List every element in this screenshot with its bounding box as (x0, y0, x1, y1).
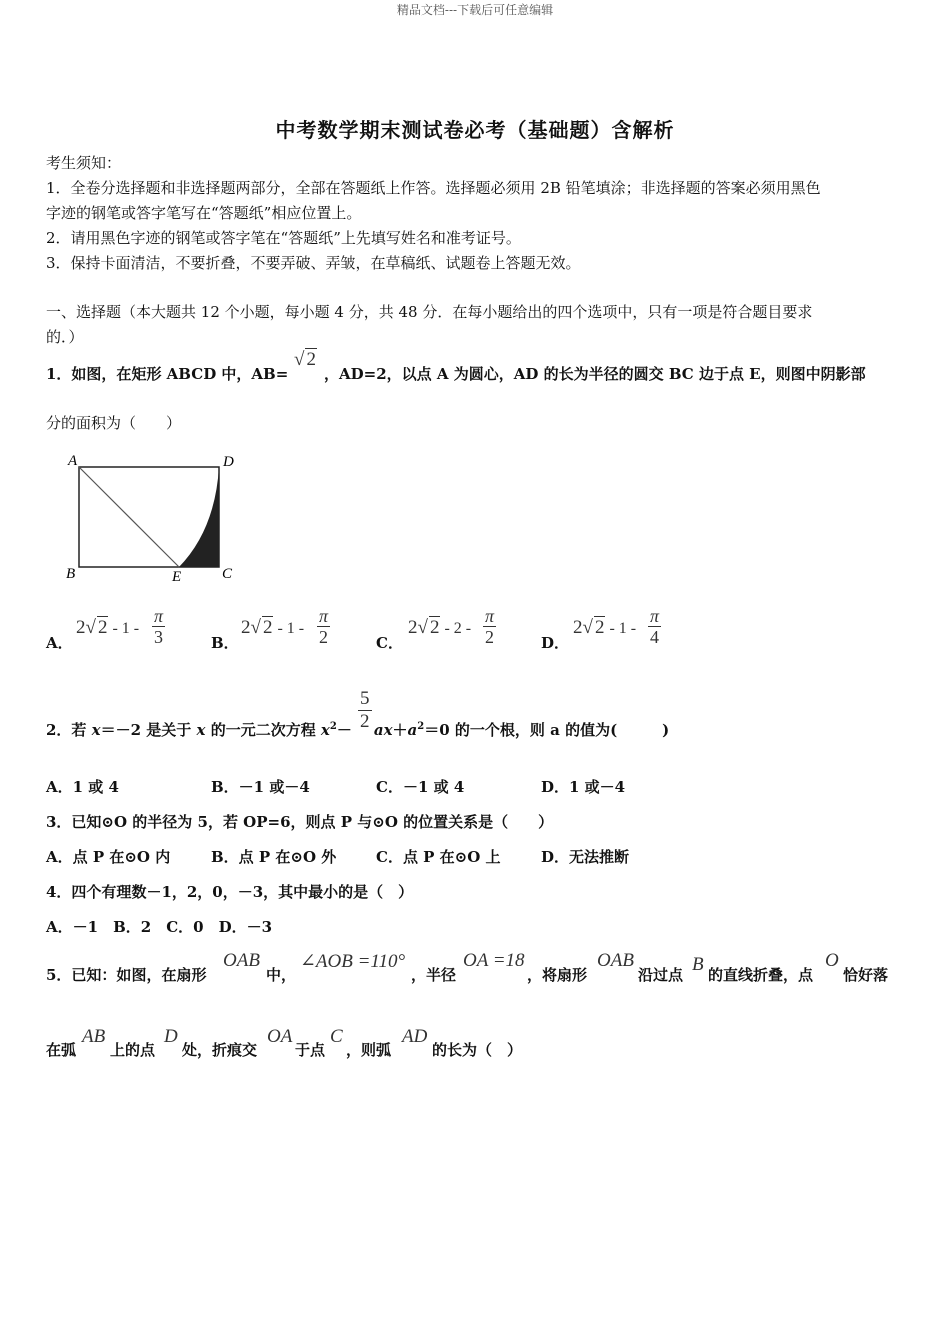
q2-exponent: 2 (329, 721, 337, 732)
question-1-pre: 1．如图，在矩形 ABCD 中，AB= (46, 365, 289, 383)
question-1-figure (60, 450, 250, 590)
question-4-text: 4．四个有理数－1，2，0，－3，其中最小的是（ ） (46, 883, 414, 901)
q5-math-ad: AD (402, 1026, 428, 1047)
q2-exponent: 2 (417, 721, 425, 732)
label-c: C (222, 566, 233, 582)
q5-math-o: O (825, 950, 839, 971)
option-coef: 2 (408, 617, 418, 638)
q2-part: ＋ (392, 721, 408, 739)
q2-term: ax (373, 721, 393, 739)
q5-math-oab-2: OAB (597, 950, 634, 971)
q5-text-4: ，将扇形 (527, 966, 588, 984)
question-3-text: 3．已知⊙O 的半径为 5，若 OP=6，则点 P 与⊙O 的位置关系是（ ） (46, 813, 554, 831)
option-mid: - 1 - (273, 620, 305, 637)
question-2-option-c[interactable]: C．－1 或 4 (376, 778, 465, 796)
q2-part: － (336, 721, 352, 739)
q2-part: ＝－2 是关于 (100, 721, 197, 739)
q5-math-ab: AB (82, 1026, 106, 1047)
question-3-option-c[interactable]: C．点 P 在⊙O 上 (376, 848, 501, 866)
fraction-denominator: 2 (360, 711, 370, 732)
question-1-post: ，AD=2，以点 A 为圆心，AD 的长为半径的圆交 BC 边于点 E，则图中阴影部 (324, 365, 866, 383)
fraction-numerator: π (154, 606, 164, 626)
question-3-option-d[interactable]: D．无法推断 (541, 848, 630, 866)
q5-text-8: 在弧 (46, 1041, 77, 1059)
question-1-sqrt: √ 2 (294, 349, 316, 370)
label-d: D (223, 454, 234, 470)
question-2-fraction (358, 688, 372, 733)
option-coef: 2 (76, 617, 86, 638)
option-label: C． (376, 634, 403, 652)
q2-var: x (91, 721, 101, 739)
option-radicand: 2 (594, 617, 605, 638)
q2-part: 的一元二次方程 (205, 721, 321, 739)
label-b: B (66, 566, 76, 582)
q5-text-6: 的直线折叠，点 (708, 966, 814, 984)
q5-text-2: 中， (266, 966, 297, 984)
question-4-options[interactable]: A．－1 B．2 C．0 D．－3 (46, 918, 273, 936)
q5-text-12: ，则弧 (346, 1041, 392, 1059)
question-2-option-d[interactable]: D．1 或－4 (541, 778, 626, 796)
fraction-numerator: 5 (360, 688, 370, 709)
option-fraction (152, 606, 165, 647)
q5-text-7: 恰好落 (843, 966, 889, 984)
option-label: D． (541, 634, 570, 652)
option-coef: 2 (241, 617, 251, 638)
question-1-line-2: 分的面积为（ ） (46, 414, 182, 432)
q2-var: x (320, 721, 330, 739)
q5-text-5: 沿过点 (638, 966, 684, 984)
q5-text-9: 上的点 (110, 1041, 156, 1059)
section-heading-line-2: 的．） (46, 328, 84, 346)
q2-part: 2．若 (46, 721, 92, 739)
q5-math-oa: OA (267, 1026, 293, 1047)
option-mid: - 1 - (108, 620, 140, 637)
q5-math-angle: ∠AOB =110° (300, 951, 406, 972)
notice-line-1b: 字迹的钢笔或答字笔写在“答题纸”相应位置上。 (46, 204, 362, 222)
option-label: A． (46, 634, 73, 652)
question-1-text (46, 364, 288, 384)
fraction-denominator: 4 (650, 627, 660, 647)
fraction-denominator: 2 (485, 627, 495, 647)
q2-var: a (407, 721, 418, 739)
option-label: B． (211, 634, 239, 652)
question-1-sqrt-value: 2 (306, 349, 316, 370)
q5-math-c: C (330, 1026, 343, 1047)
option-mid: - 1 - (605, 620, 637, 637)
fraction-numerator: π (485, 606, 495, 626)
fraction-denominator: 3 (154, 627, 164, 647)
q5-text-10: 处，折痕交 (182, 1041, 258, 1059)
option-radicand: 2 (429, 617, 440, 638)
shaded-region (179, 467, 219, 567)
q5-math-d: D (164, 1026, 178, 1047)
q5-text-11: 于点 (295, 1041, 326, 1059)
section-heading-line-1: 一、选择题（本大题共 12 个小题，每小题 4 分，共 48 分．在每小题给出的四个选项中，只有一项是符合题目要求 (46, 303, 813, 321)
page-header: 精品文档---下载后可任意编辑 (396, 3, 554, 17)
fraction-denominator: 2 (319, 627, 329, 647)
fraction-numerator: π (319, 606, 329, 626)
option-fraction (648, 606, 661, 647)
q5-text-13: 的长为（ ） (432, 1041, 523, 1059)
question-3-option-a[interactable]: A．点 P 在⊙O 内 (46, 848, 171, 866)
q5-math-radius: OA =18 (463, 950, 525, 971)
question-3-option-b[interactable]: B．点 P 在⊙O 外 (211, 848, 337, 866)
q5-math-b: B (692, 954, 704, 975)
page-title: 中考数学期末测试卷必考（基础题）含解析 (275, 118, 675, 142)
label-a: A (68, 453, 78, 469)
q5-text-1: 5．已知：如图，在扇形 (46, 966, 207, 984)
notice-line-2: 2．请用黑色字迹的钢笔或答字笔在“答题纸”上先填写姓名和准考证号。 (46, 229, 521, 247)
segment-ae (79, 467, 179, 567)
notice-line-3: 3．保持卡面清洁，不要折叠，不要弄破、弄皱，在草稿纸、试题卷上答题无效。 (46, 254, 581, 272)
notice-line-1a: 1．全卷分选择题和非选择题两部分，全部在答题纸上作答。选择题必须用 2B 铅笔填涂；非选择题的答案必须用黑色 (46, 179, 821, 197)
q2-var: x (196, 721, 206, 739)
option-mid: - 2 - (440, 620, 472, 637)
option-radicand: 2 (97, 617, 108, 638)
option-radicand: 2 (262, 617, 273, 638)
option-fraction (317, 606, 330, 647)
option-fraction (483, 606, 496, 647)
q5-math-oab: OAB (223, 950, 260, 971)
q2-part: ＝0 的一个根，则 a 的值为( ) (424, 721, 670, 739)
fraction-numerator: π (650, 606, 660, 626)
q5-text-3: ，半径 (411, 966, 457, 984)
label-e: E (172, 569, 182, 585)
notice-heading: 考生须知： (46, 154, 122, 172)
question-2-option-a[interactable]: A．1 或 4 (46, 778, 119, 796)
option-coef: 2 (573, 617, 583, 638)
question-2-option-b[interactable]: B．－1 或－4 (211, 778, 310, 796)
